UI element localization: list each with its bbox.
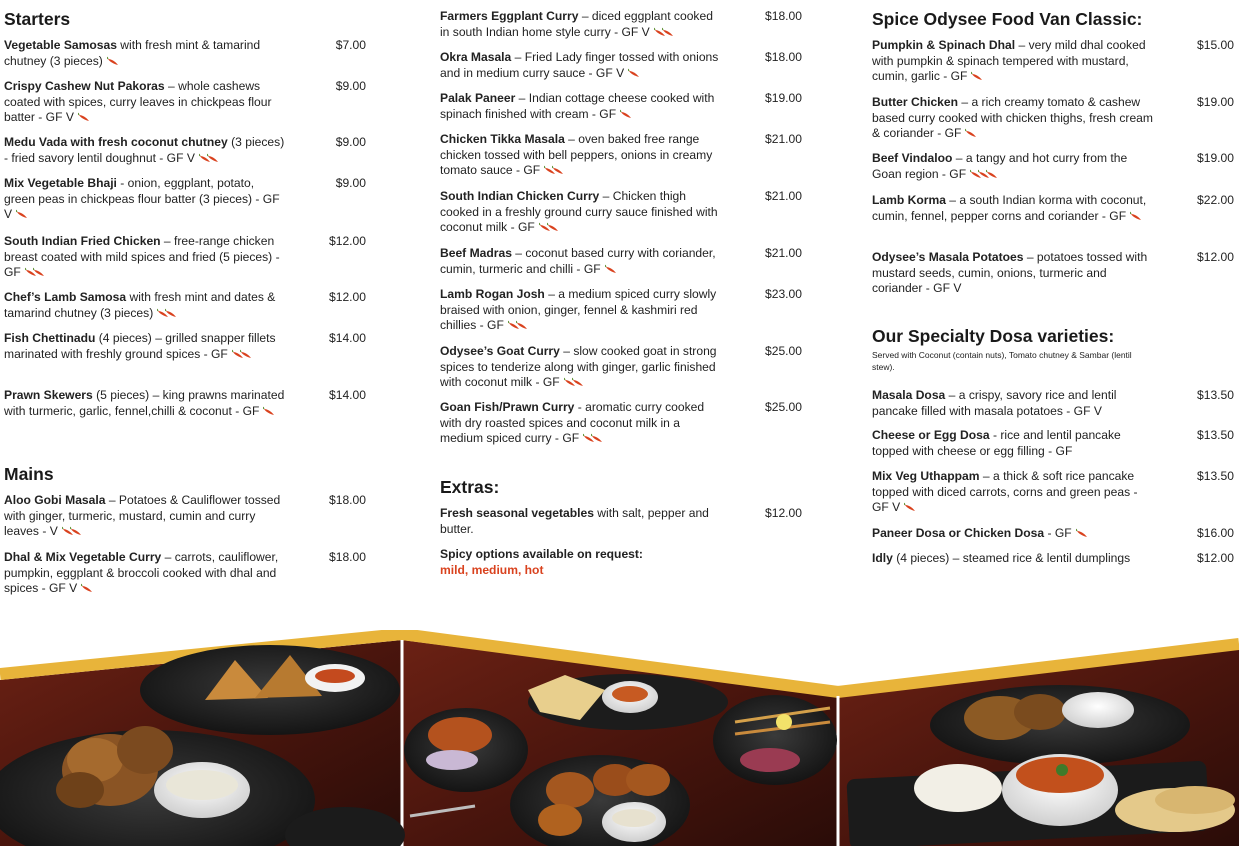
item-name: Mix Veg Uthappam [872, 469, 980, 483]
item-name: Vegetable Samosas [4, 38, 117, 52]
menu-item [4, 550, 366, 597]
item-name: Pumpkin & Spinach Dhal [872, 38, 1016, 52]
item-description: with salt, pepper and butter. [440, 506, 709, 536]
item-name: Prawn Skewers [4, 388, 93, 402]
item-description: – free-range chicken breast coated with mild spices and fried (5 pieces) - GF [4, 234, 280, 279]
item-price: $9.00 [335, 176, 366, 190]
menu-item [440, 506, 802, 537]
item-name: Butter Chicken [872, 95, 959, 109]
chili-pepper-icon [263, 406, 275, 416]
item-description: – Indian cottage cheese cooked with spinach finished with cream - GF [440, 91, 715, 121]
chili-pepper-icon [1076, 528, 1088, 538]
dosa-served-note: Served with Coconut (contain nuts), Tomato chutney & Sambar (lentil stew). [872, 350, 1132, 372]
item-description: – very mild dhal cooked with pumpkin & spinach tempered with mustard, cumin, garlic - GF [872, 38, 1146, 83]
item-price: $12.00 [1197, 250, 1234, 264]
menu-item [872, 95, 1234, 142]
item-description: – a thick & soft rice pancake topped with diced carrots, corns and green peas - GF V [872, 469, 1138, 514]
item-name: Beef Madras [440, 246, 512, 260]
chili-pepper-icon [605, 264, 617, 274]
item-price: $23.00 [765, 287, 802, 301]
chili-pepper-icon [662, 27, 674, 37]
item-description: – a south Indian korma with coconut, cumin, fennel, pepper corns and coriander - GF [872, 193, 1147, 223]
item-price: $16.00 [1197, 526, 1234, 540]
item-price: $7.00 [335, 38, 366, 52]
item-name: Dhal & Mix Vegetable Curry [4, 550, 162, 564]
section-title-food-van-classic: Spice Odysee Food Van Classic: [872, 9, 1143, 29]
item-price: $18.00 [329, 550, 366, 564]
menu-item [872, 469, 1234, 516]
chili-pepper-icon [971, 71, 983, 81]
chili-pepper-icon [16, 209, 28, 219]
item-name: Farmers Eggplant Curry [440, 9, 579, 23]
spicy-options-label: Spicy options available on request: [440, 547, 643, 561]
item-description: – Potatoes & Cauliflower tossed with ginger, turmeric, mustard, cumin and curry leaves - V [4, 493, 281, 538]
item-description: (3 pieces) - fried savory lentil doughnut - GF V [4, 135, 285, 165]
section-title-extras: Extras: [440, 477, 500, 497]
menu-item [872, 388, 1234, 419]
chili-pepper-icon [552, 165, 564, 175]
item-description: – oven baked free range chicken tossed with bell peppers, onions in creamy tomato sauce - GF [440, 132, 713, 177]
chili-pepper-icon [107, 56, 119, 66]
menu-item [4, 176, 366, 223]
chili-pepper-icon [572, 377, 584, 387]
menu-item [440, 344, 802, 391]
item-name: Chef’s Lamb Samosa [4, 290, 127, 304]
menu-item [4, 388, 366, 419]
item-price: $21.00 [765, 132, 802, 146]
item-name: Aloo Gobi Masala [4, 493, 106, 507]
item-description: – slow cooked goat in strong spices to tenderize along with ginger, garlic finished with coconut milk - GF [440, 344, 717, 389]
spicy-levels: mild, medium, hot [440, 562, 544, 577]
item-name: Cheese or Egg Dosa [872, 428, 990, 442]
item-name: Masala Dosa [872, 388, 946, 402]
menu-item [4, 290, 366, 321]
menu-item [872, 193, 1234, 224]
item-price: $19.00 [1197, 95, 1234, 109]
menu-item [4, 331, 366, 362]
menu-item [440, 50, 802, 81]
section-title-starters: Starters [4, 9, 71, 29]
item-description: – Fried Lady finger tossed with onions and in medium curry sauce - GF V [440, 50, 719, 80]
menu-item [872, 526, 1234, 542]
item-name: Goan Fish/Prawn Curry [440, 400, 575, 414]
item-price: $12.00 [329, 290, 366, 304]
section-title-dosa: Our Specialty Dosa varieties: [872, 326, 1115, 346]
item-price: $13.50 [1197, 428, 1234, 442]
item-description: (4 pieces) – grilled snapper fillets marinated with freshly ground spices - GF [4, 331, 276, 361]
menu-item [440, 246, 802, 277]
item-price: $18.00 [765, 50, 802, 64]
item-description: – coconut based curry with coriander, cumin, turmeric and chilli - GF [440, 246, 716, 276]
chili-pepper-icon [33, 267, 45, 277]
item-price: $22.00 [1197, 193, 1234, 207]
item-name: South Indian Fried Chicken [4, 234, 161, 248]
item-name: South Indian Chicken Curry [440, 189, 600, 203]
item-name: Odysee’s Masala Potatoes [872, 250, 1024, 264]
item-name: Lamb Korma [872, 193, 946, 207]
item-description: – carrots, cauliflower, pumpkin, eggplant & broccoli cooked with dhal and spices - GF V [4, 550, 279, 595]
chili-pepper-icon [81, 583, 93, 593]
chili-pepper-icon [78, 112, 90, 122]
item-description: (5 pieces) – king prawns marinated with turmeric, garlic, fennel,chilli & coconut - GF [4, 388, 285, 418]
chili-pepper-icon [547, 222, 559, 232]
chili-pepper-icon [207, 153, 219, 163]
item-price: $12.00 [329, 234, 366, 248]
chili-pepper-icon [965, 128, 977, 138]
chili-pepper-icon [516, 320, 528, 330]
item-description: – whole cashews coated with spices, curry leaves in chickpeas flour batter - GF V [4, 79, 272, 124]
item-description: with fresh mint & tamarind chutney (3 pieces) [4, 38, 261, 68]
item-price: $25.00 [765, 344, 802, 358]
item-name: Odysee’s Goat Curry [440, 344, 560, 358]
item-price: $19.00 [1197, 151, 1234, 165]
item-price: $21.00 [765, 189, 802, 203]
menu-item [872, 250, 1234, 297]
item-name: Mix Vegetable Bhaji [4, 176, 117, 190]
chili-pepper-icon [620, 109, 632, 119]
menu-item [872, 428, 1234, 459]
food-photo-band [0, 630, 1239, 846]
chili-pepper-icon [240, 349, 252, 359]
menu-item [4, 79, 366, 126]
item-price: $13.50 [1197, 388, 1234, 402]
chili-pepper-icon [591, 433, 603, 443]
item-description: – diced eggplant cooked in south Indian home style curry - GF V [440, 9, 713, 39]
menu-item [440, 91, 802, 122]
chili-pepper-icon [628, 68, 640, 78]
item-name: Fresh seasonal vegetables [440, 506, 594, 520]
menu-item [872, 551, 1234, 567]
chili-pepper-icon [165, 308, 177, 318]
item-description: – potatoes tossed with mustard seeds, cumin, onions, turmeric and coriander - GF V [872, 250, 1148, 295]
chili-pepper-icon [70, 526, 82, 536]
item-price: $14.00 [329, 331, 366, 345]
item-price: $19.00 [765, 91, 802, 105]
menu-item [872, 38, 1234, 85]
menu-item [440, 189, 802, 236]
menu-item [4, 234, 366, 281]
item-name: Medu Vada with fresh coconut chutney [4, 135, 228, 149]
spicy-options-note [440, 547, 740, 578]
item-description: – a medium spiced curry slowly braised with onion, ginger, fennel & kashmiri red chillies - GF [440, 287, 717, 332]
item-name: Paneer Dosa or Chicken Dosa [872, 526, 1045, 540]
item-description: – a crispy, savory rice and lentil pancake filled with masala potatoes - GF V [872, 388, 1117, 418]
menu-item [440, 400, 802, 447]
menu-item [4, 38, 366, 69]
chili-pepper-icon [986, 169, 998, 179]
chili-pepper-icon [904, 502, 916, 512]
item-description: with fresh mint and dates & tamarind chutney (3 pieces) [4, 290, 276, 320]
item-name: Beef Vindaloo [872, 151, 953, 165]
item-price: $14.00 [329, 388, 366, 402]
menu-item [872, 151, 1234, 182]
item-name: Idly [872, 551, 893, 565]
item-price: $9.00 [335, 79, 366, 93]
item-name: Palak Paneer [440, 91, 516, 105]
item-name: Lamb Rogan Josh [440, 287, 545, 301]
menu-item [4, 493, 366, 540]
item-name: Chicken Tikka Masala [440, 132, 565, 146]
item-price: $25.00 [765, 400, 802, 414]
menu-item [440, 287, 802, 334]
section-title-mains: Mains [4, 464, 54, 484]
item-description: (4 pieces) – steamed rice & lentil dumplings [892, 551, 1131, 565]
item-price: $12.00 [765, 506, 802, 520]
item-description: – a tangy and hot curry from the Goan region - GF [872, 151, 1128, 181]
item-price: $18.00 [329, 493, 366, 507]
item-name: Crispy Cashew Nut Pakoras [4, 79, 165, 93]
item-price: $15.00 [1197, 38, 1234, 52]
item-price: $12.00 [1197, 551, 1234, 565]
item-price: $21.00 [765, 246, 802, 260]
menu-item [440, 9, 802, 40]
item-description: - GF [1044, 526, 1072, 540]
item-description: - aromatic curry cooked with dry roasted spices and coconut milk in a medium spiced curry - GF [440, 400, 705, 445]
item-price: $18.00 [765, 9, 802, 23]
menu-item [440, 132, 802, 179]
item-name: Okra Masala [440, 50, 512, 64]
menu-item [4, 135, 366, 166]
item-price: $9.00 [335, 135, 366, 149]
item-description: – Chicken thigh cooked in a freshly ground curry sauce finished with coconut milk - GF [440, 189, 718, 234]
item-name: Fish Chettinadu [4, 331, 96, 345]
item-description: - onion, eggplant, potato, green peas in chickpeas flour batter (3 pieces) - GF V [4, 176, 280, 221]
item-description: – a rich creamy tomato & cashew based curry cooked with chicken thighs, fresh cream & coriander - GF [872, 95, 1153, 140]
item-description: - rice and lentil pancake topped with cheese or egg filling - GF [872, 428, 1121, 458]
item-price: $13.50 [1197, 469, 1234, 483]
chili-pepper-icon [1130, 211, 1142, 221]
